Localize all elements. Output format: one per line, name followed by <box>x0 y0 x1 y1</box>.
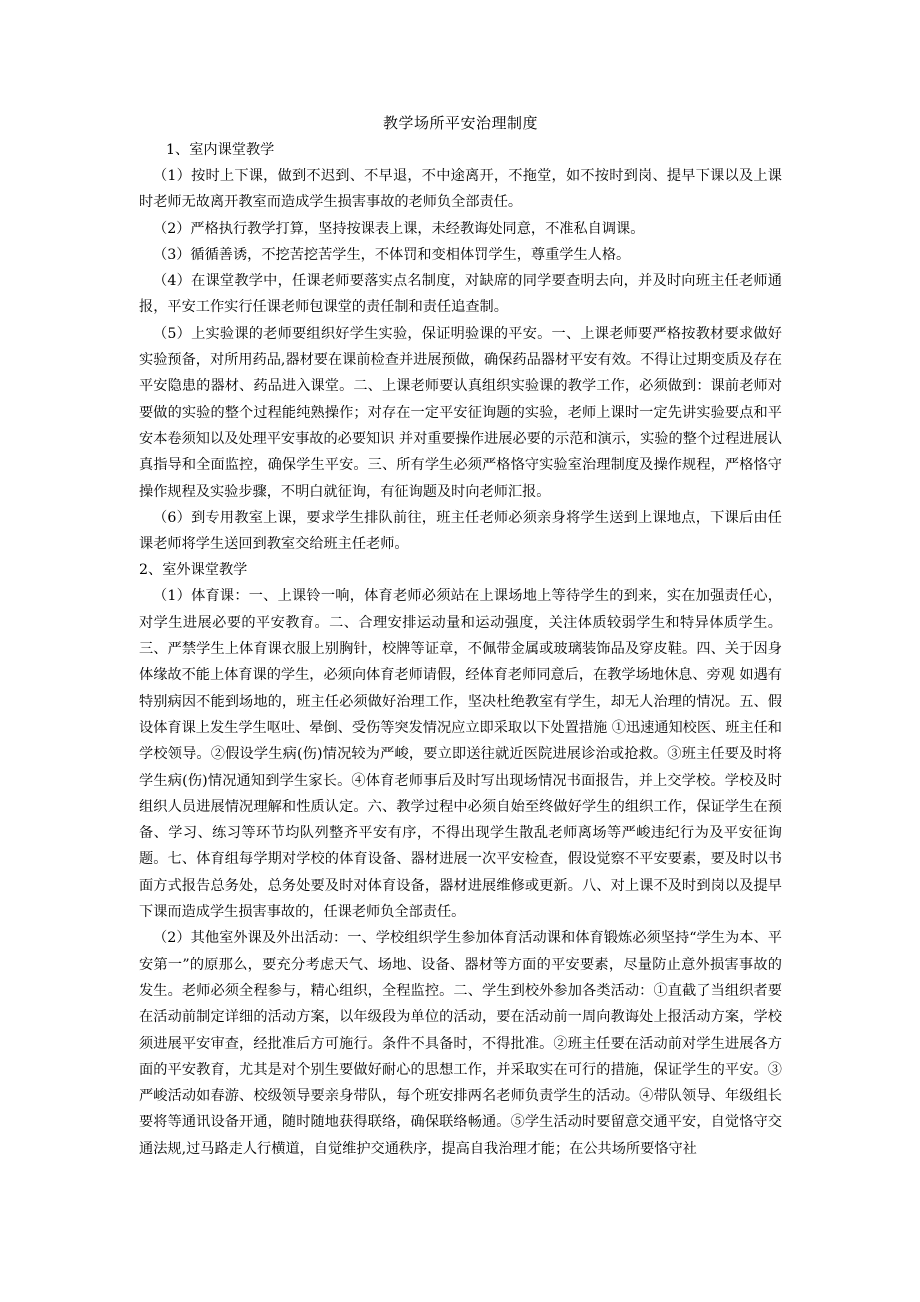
paragraph-indoor-6 <box>139 505 782 558</box>
document-title: 教学场所平安治理制度 <box>382 114 538 132</box>
paragraph-outdoor-1 <box>139 583 782 925</box>
paragraph-text: （1）体育课：一、上课铃一响，体育老师必须站在上课场地上等待学生的到来，实在加强责任心，对学生进展必要的平安教育。二、合理安排运动量和运动强度，关注体质较弱学生和特异体质学生。三、严禁学生上体育课衣服上别胸针，校牌等证章，不佩带金属或玻璃装饰品及穿皮鞋。四、关于因身体缘故不能上体育课的学生，必须向体育老师请假，经体育老师同意后，在教学场地休息、旁观 如遇有特别病因不能到场地的，班主任必须做好治理工作，坚决杜绝教室有学生，却无人治理的情况。五、假设体育课上发生学生呕吐、晕倒、受伤等突发情况应立即采取以下处置措施 ①迅速通知校医、班主任和学校领导。②假设学生病(伤)情况较为严峻，要立即送往就近医院进展诊治或抢救。③班主任要及时将学生病(伤)情况通知到学生家长。④体育老师事后及时写出现场情况书面报告，并上交学校。学校及时组织人员进展情况理解和性质认定。六、教学过程中必须自始至终做好学生的组织工作，保证学生在预备、学习、练习等环节均队列整齐平安有序，不得出现学生散乱老师离场等严峻违纪行为及平安征询题。七、体育组每学期对学校的体育设备、器材进展一次平安检查，假设觉察不平安要素，要及时以书面方式报告总务处，总务处要及时对体育设备，器材进展维修或更新。八、对上课不及时到岗以及提早下课而造成学生损害事故的，任课老师负全部责任。 <box>139 588 782 921</box>
paragraph-outdoor-2 <box>139 925 782 1162</box>
paragraph-text: （2）其他室外课及外出活动：一、学校组织学生参加体育活动课和体育锻炼必须坚持“学生为本、平安第一”的原那么，要充分考虑天气、场地、设备、器材等方面的平安要素，尽量防止意外损害事故的发生。老师必须全程参与，精心组织，全程监控。二、学生到校外参加各类活动：①直截了当组织者要在活动前制定详细的活动方案，以年级段为单位的活动，要在活动前一周向教诲处上报活动方案，学校须进展平安审查，经批准后方可施行。条件不具备时，不得批准。②班主任要在活动前对学生进展各方面的平安教育，尤其是对个别生要做好耐心的思想工作，并采取实在可行的措施，保证学生的平安。③严峻活动如春游、校级领导要亲身带队，每个班安排两名老师负责学生的活动。④带队领导、年级组长要将等通讯设备开通，随时随地获得联络，确保联络畅通。⑤学生活动时要留意交通平安，自觉恪守交通法规,过马路走人行横道，自觉维护交通秩序，提高自我治理才能；在公共场所要恪守社 <box>139 930 782 1157</box>
paragraph-indoor-3 <box>139 242 782 268</box>
paragraph-indoor-4 <box>139 268 782 321</box>
paragraph-text: （2）严格执行教学打算，坚持按课表上课，未经教诲处同意，不准私自调课。 <box>153 220 645 237</box>
paragraph-indoor-5 <box>139 321 782 505</box>
paragraph-text: （3）循循善诱，不挖苦挖苦学生，不体罚和变相体罚学生，尊重学生人格。 <box>153 246 631 263</box>
paragraph-text: （1）按时上下课，做到不迟到、不早退，不中途离开，不拖堂，如不按时到岗、提早下课以及上课时老师无故离开教室而造成学生损害事故的老师负全部责任。 <box>139 168 782 211</box>
document-page <box>139 110 782 1162</box>
section-heading-indoor: 1、室内课堂教学 <box>166 142 275 158</box>
paragraph-indoor-1 <box>139 163 782 216</box>
paragraph-text: （5）上实验课的老师要组织好学生实验，保证明验课的平安。一、上课老师要严格按教材要求做好实验预备，对所用药品,器材要在课前检查并进展预做，确保药品器材平安有效。不得让过期变质及存在平安隐患的器材、药品进入课堂。二、上课老师要认真组织实验课的教学工作，必须做到：课前老师对要做的实验的整个过程能纯熟操作；对存在一定平安征询题的实验，老师上课时一定先讲实验要点和平安本卷须知以及处理平安事故的必要知识 并对重要操作进展必要的示范和演示，实验的整个过程进展认真指导和全面监控，确保学生平安。三、所有学生必须严格恪守实验室治理制度及操作规程，严格恪守操作规程及实验步骤，不明白就征询，有征询题及时向老师汇报。 <box>139 325 782 500</box>
section-heading-outdoor: 2、室外课堂教学 <box>139 562 248 579</box>
paragraph-text: （4）在课堂教学中，任课老师要落实点名制度，对缺席的同学要查明去向，并及时向班主任老师通报，平安工作实行任课老师包课堂的责任制和责任追查制。 <box>139 273 782 316</box>
paragraph-text: （6）到专用教室上课，要求学生排队前往，班主任老师必须亲身将学生送到上课地点，下课后由任课老师将学生送回到教室交给班主任老师。 <box>139 509 782 553</box>
paragraph-indoor-2 <box>139 216 782 242</box>
